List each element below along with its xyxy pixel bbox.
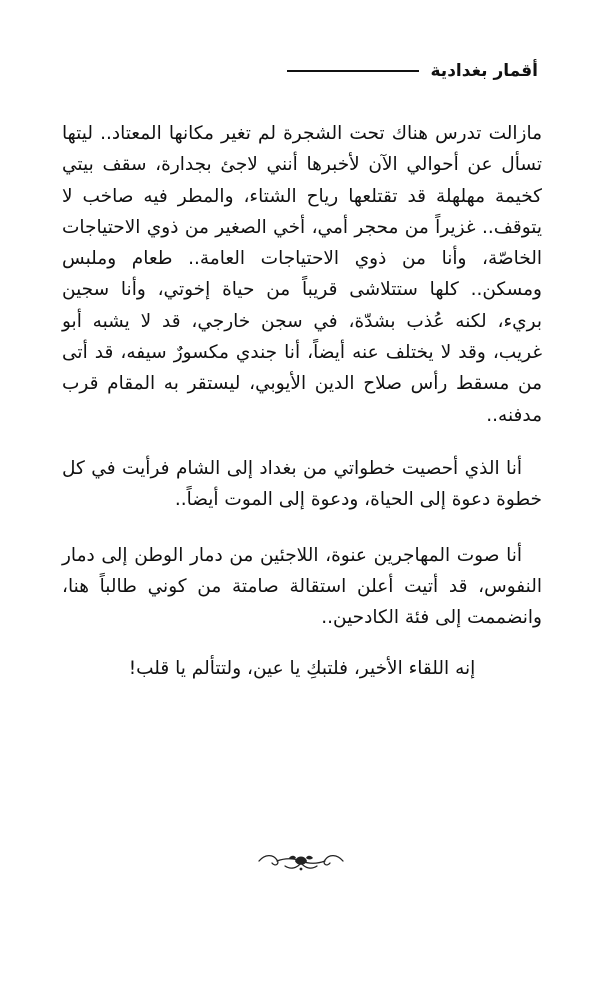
- header-rule: [287, 70, 419, 72]
- running-header: [158, 56, 538, 86]
- paragraph-1: مازالت تدرس هناك تحت الشجرة لم تغير مكانها المعتاد.. ليتها تسأل عن أحوالي الآن لأخبرها أنني لاجئ بجدارة، سقف بيتي كخيمة مهلهلة قد تقتلعها رياح الشتاء، والمطر فيه صاخب لا يتوقف.. غزيراً من محجر أمي، أخي الصغير من ذوي الاحتياجات الخاصّة، وأنا من ذوي الاحتياجات العامة.. طعام وملبس ومسكن.. كلها ستتلاشى قريباً من حياة إخوتي، وأنا سجين بريء، لكنه عُذب بشدّة، في سجن خارجي، قد لا يشبه أبو غريب، وقد لا يختلف عنه أيضاً، أنا جندي مكسورٌ سيفه، قد أتى من مسقط رأس صلاح الدين الأيوبي، ليستقر به المقام قرب مدفنه..: [62, 123, 542, 426]
- paragraph-2: أنا الذي أحصيت خطواتي من بغداد إلى الشام فرأيت في كل خطوة دعوة إلى الحياة، ودعوة إلى الموت أيضاً..: [62, 457, 542, 511]
- paragraph-3: أنا صوت المهاجرين عنوة، اللاجئين من دمار الوطن إلى دمار النفوس، قد أتيت أعلن استقالة صامتة من كوني طالباً هنا، وانضممت إلى فئة الكادحين..: [62, 544, 542, 629]
- book-title: أقمار بغدادية: [430, 61, 538, 81]
- paragraph-4: إنه اللقاء الأخير، فلتبكِ يا عين، ولتتألم يا قلب!: [128, 658, 476, 680]
- floral-divider-icon: [255, 846, 347, 876]
- body-text: [62, 118, 542, 685]
